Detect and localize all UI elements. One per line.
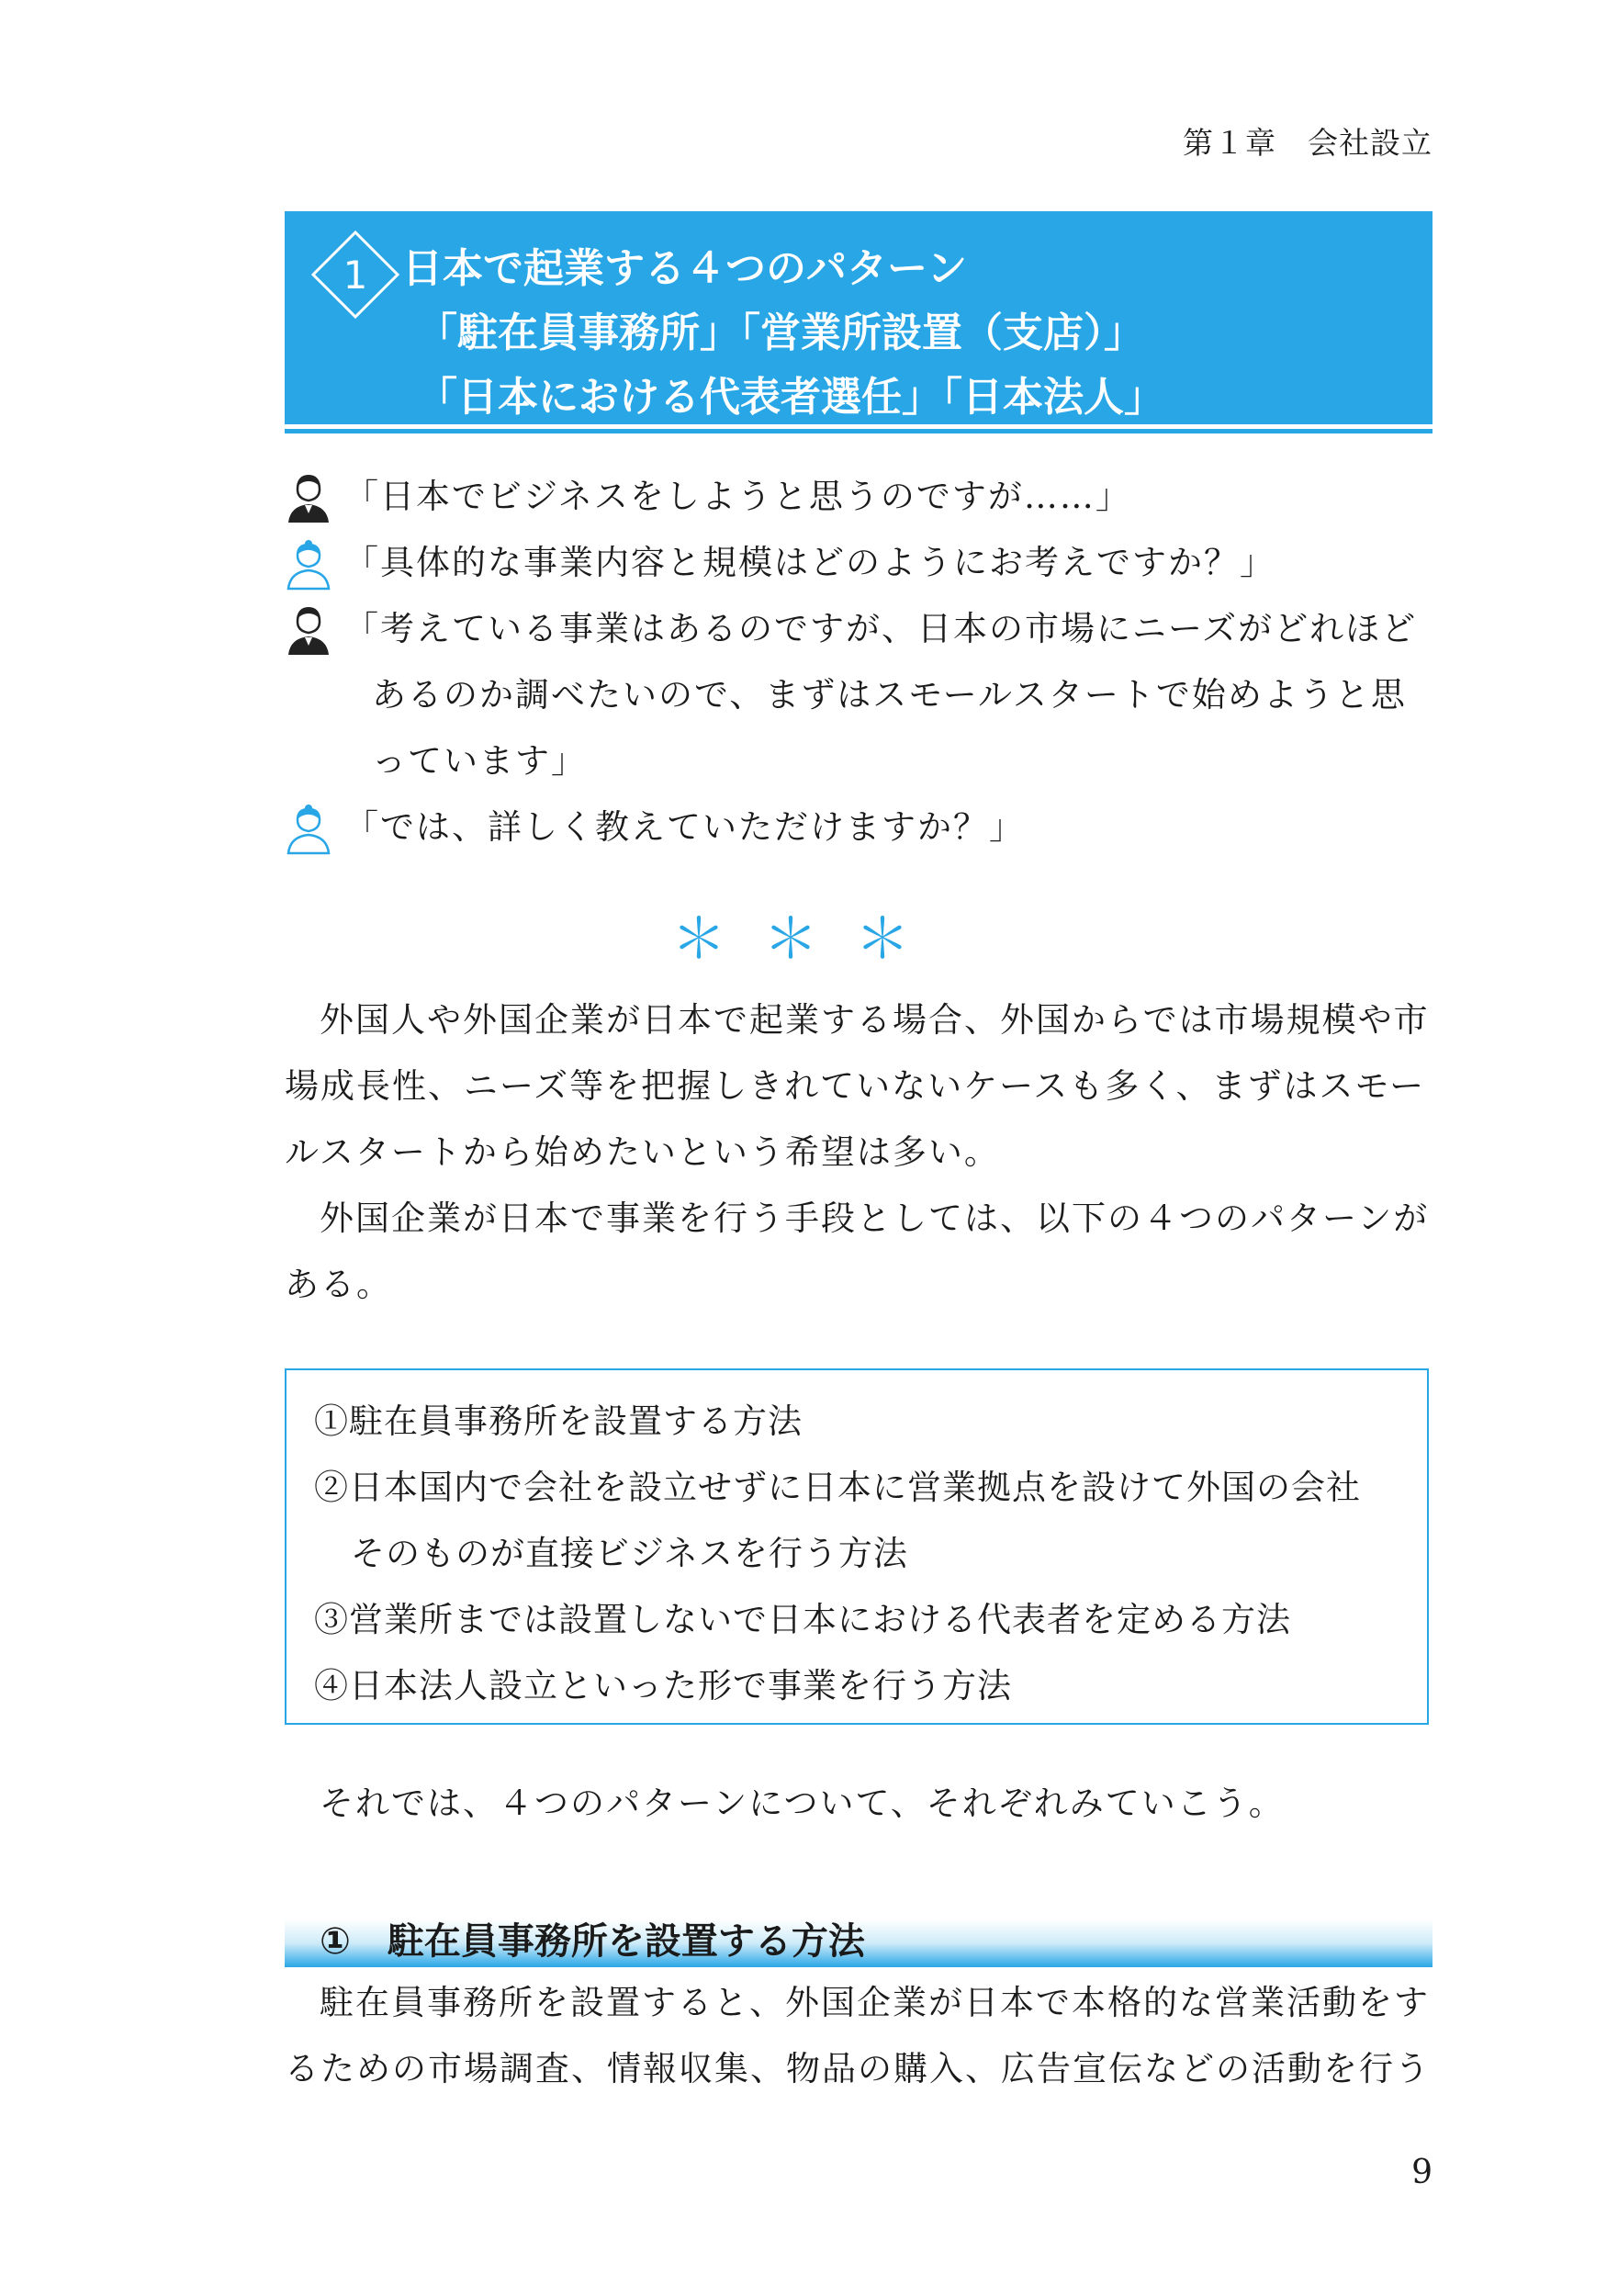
chapter-title-main: 日本で起業する４つのパターン [402, 245, 968, 292]
page-number: 9 [1411, 2154, 1433, 2191]
section-body [285, 1970, 1433, 2102]
chapter-subtitle-1: 「駐在員事務所」「営業所設置（支店）」 [417, 310, 1144, 356]
paragraph-line: 駐在員事務所を設置すると、外国企業が日本で本格的な営業活動をす [320, 1983, 1430, 2022]
dialog-text: 「日本でビジネスをしようと思うのですが……」 [344, 477, 1131, 516]
paragraph-line: 外国企業が日本で事業を行う手段としては、以下の４つのパターンが [320, 1199, 1430, 1238]
list-item: ②日本国内で会社を設立せずに日本に営業拠点を設けて外国の会社 [314, 1468, 1361, 1507]
dialog-line-3-cont: あるのか調べたいので、まずはスモールスタートで始めようと思 [372, 675, 1407, 715]
paragraph-line: 外国人や外国企業が日本で起業する場合、外国からでは市場規模や市 [320, 1000, 1430, 1040]
chapter-title [402, 237, 1164, 430]
running-header: 第１章 会社設立 [1183, 125, 1433, 161]
woman-icon [285, 804, 332, 855]
paragraph-line: るための市場調査、情報収集、物品の購入、広告宣伝などの活動を行う [285, 2049, 1431, 2088]
list-item: ③営業所までは設置しないで日本における代表者を定める方法 [314, 1600, 1291, 1639]
patterns-list-box [285, 1368, 1429, 1725]
man-icon [285, 473, 332, 524]
transition-paragraph [285, 1771, 1433, 1837]
section-heading: ① 駐在員事務所を設置する方法 [320, 1920, 865, 1963]
dialog-line-4 [285, 794, 1442, 861]
dialog-text: 「具体的な事業内容と規模はどのようにお考えですか？」 [344, 543, 1275, 582]
list-item: ④日本法人設立といった形で事業を行う方法 [314, 1666, 1012, 1705]
dialog-text: 「では、詳しく教えていただけますか？」 [344, 807, 1025, 847]
paragraph-line: それでは、４つのパターンについて、それぞれみていこう。 [320, 1784, 1285, 1823]
chapter-number: 1 [343, 252, 368, 298]
woman-icon [285, 539, 332, 591]
chapter-title-box [285, 211, 1433, 429]
section-heading-bar [285, 1919, 1433, 1967]
dialog-line-1 [285, 464, 1442, 530]
section-separator: ＊＊＊ [671, 907, 947, 972]
dialog-line-3-cont: っています」 [372, 741, 587, 781]
man-icon [285, 605, 332, 657]
dialog-line-3 [285, 596, 1442, 662]
list-item: ①駐在員事務所を設置する方法 [314, 1401, 803, 1441]
list-item-cont: そのものが直接ビジネスを行う方法 [351, 1534, 908, 1573]
paragraph-line: 場成長性、ニーズ等を把握しきれていないケースも多く、まずはスモー [285, 1066, 1426, 1106]
dialog-line-2 [285, 530, 1442, 596]
dialog [285, 464, 1442, 861]
paragraph-line: ある。 [285, 1265, 392, 1304]
dialog-text: 「考えている事業はあるのですが、日本の市場にニーズがどれほど [344, 609, 1418, 648]
chapter-subtitle-2: 「日本における代表者選任」「日本法人」 [417, 374, 1164, 421]
paragraph-1 [285, 987, 1433, 1186]
paragraph-2 [285, 1186, 1433, 1318]
paragraph-line: ルスタートから始めたいという希望は多い。 [285, 1132, 1000, 1172]
